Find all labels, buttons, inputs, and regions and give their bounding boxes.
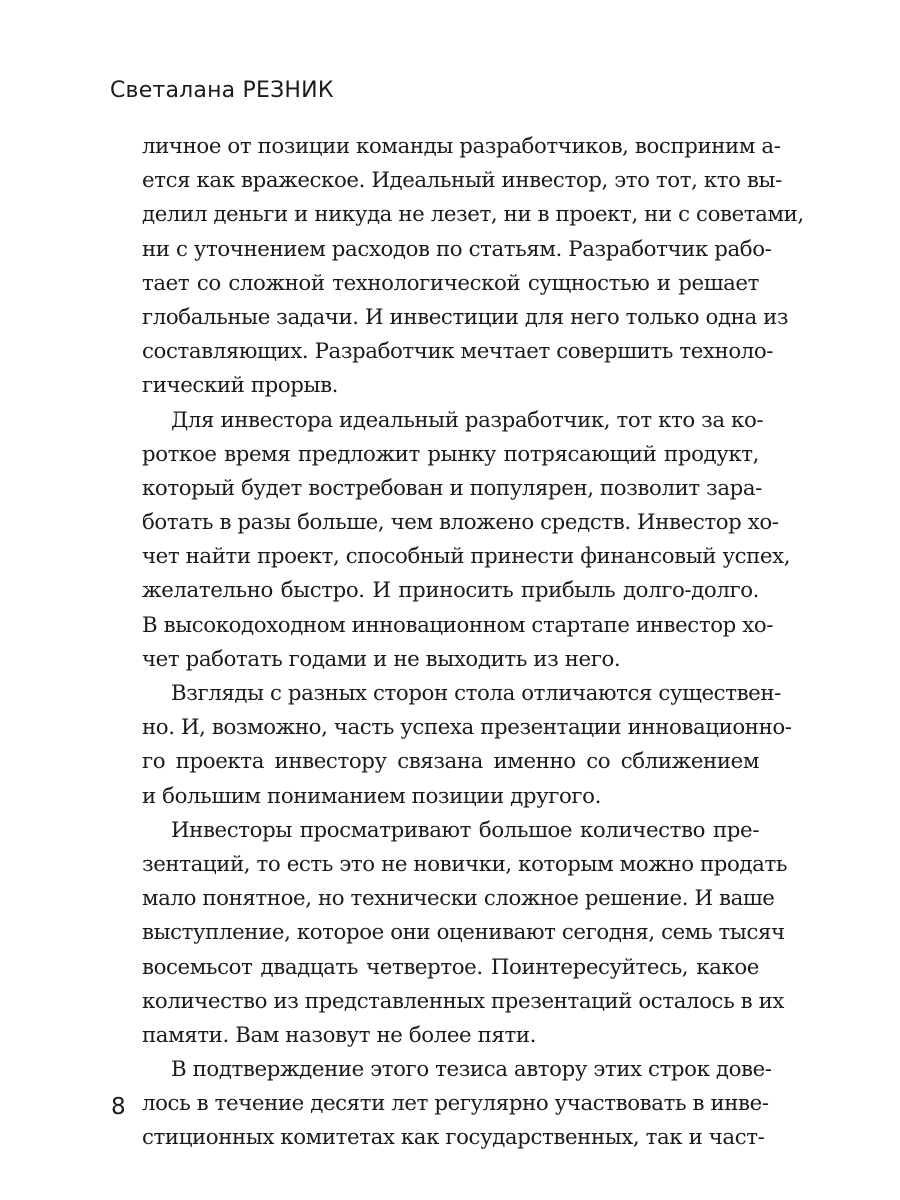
text-line: Взгляды с разных сторон стола отличаются существен- bbox=[171, 681, 781, 706]
text-line: чет найти проект, способный принести финансовый успех, bbox=[142, 544, 791, 570]
text-line: ботать в разы больше, чем вложено средств. Инвестор хо- bbox=[142, 510, 779, 536]
text-line: выступление, которое они оценивают сегодня, семь тысяч bbox=[142, 920, 785, 946]
text-line: зентаций, то есть это не новички, которым можно продать bbox=[142, 851, 788, 877]
text-line: тает со сложной технологической сущностью и решает bbox=[142, 270, 759, 296]
text-line: который будет востребован и популярен, позволит зара- bbox=[142, 475, 762, 501]
text-line: чет работать годами и не выходить из него. bbox=[142, 646, 621, 672]
text-line: мало понятное, но технически сложное решение. И ваше bbox=[142, 886, 775, 912]
text-line: В подтверждение этого тезиса автору этих строк дове- bbox=[171, 1057, 772, 1083]
text-line: и большим пониманием позиции другого. bbox=[142, 783, 601, 809]
text-line: стиционных комитетах как государственных, так и част- bbox=[142, 1125, 765, 1151]
text-line: Для инвестора идеальный разработчик, тот кто за ко- bbox=[171, 407, 764, 433]
text-line: желательно быстро. И приносить прибыль долго-долго. bbox=[142, 578, 759, 604]
text-line: личное от позиции команды разработчиков, восприним а- bbox=[142, 134, 781, 159]
text-line: делил деньги и никуда не лезет, ни в проект, ни с советами, bbox=[142, 202, 804, 228]
text-line: количество из представленных презентаций осталось в их bbox=[142, 988, 785, 1014]
text-line: В высокодоходном инновационном стартапе инвестор хо- bbox=[142, 612, 774, 638]
text-line: ется как вражеское. Идеальный инвестор, это тот, кто вы- bbox=[142, 168, 782, 194]
text-line: составляющих. Разработчик мечтает совершить техноло- bbox=[142, 339, 774, 365]
text-line: гический прорыв. bbox=[142, 373, 339, 399]
page-number: 8 bbox=[111, 1094, 126, 1120]
text-line: но. И, возможно, часть успеха презентации инновационно- bbox=[142, 715, 792, 741]
text-line: роткое время предложит рынку потрясающий продукт, bbox=[142, 441, 759, 467]
text-line: памяти. Вам назовут не более пяти. bbox=[142, 1022, 536, 1048]
text-line: лось в течение десяти лет регулярно участвовать в инве- bbox=[142, 1091, 769, 1117]
text-line: ни с уточнением расходов по статьям. Разработчик рабо- bbox=[142, 236, 772, 262]
text-line: Инвесторы просматривают большое количество пре- bbox=[171, 817, 759, 843]
text-line: глобальные задачи. И инвестиции для него только одна из bbox=[142, 304, 789, 330]
text-line: го проекта инвестору связана именно со сближением bbox=[142, 749, 759, 775]
text-line: восемьсот двадцать четвертое. Поинтересуйтесь, какое bbox=[142, 954, 759, 980]
running-head: Светалана РЕЗНИК bbox=[110, 78, 334, 103]
body-text bbox=[142, 130, 804, 1156]
